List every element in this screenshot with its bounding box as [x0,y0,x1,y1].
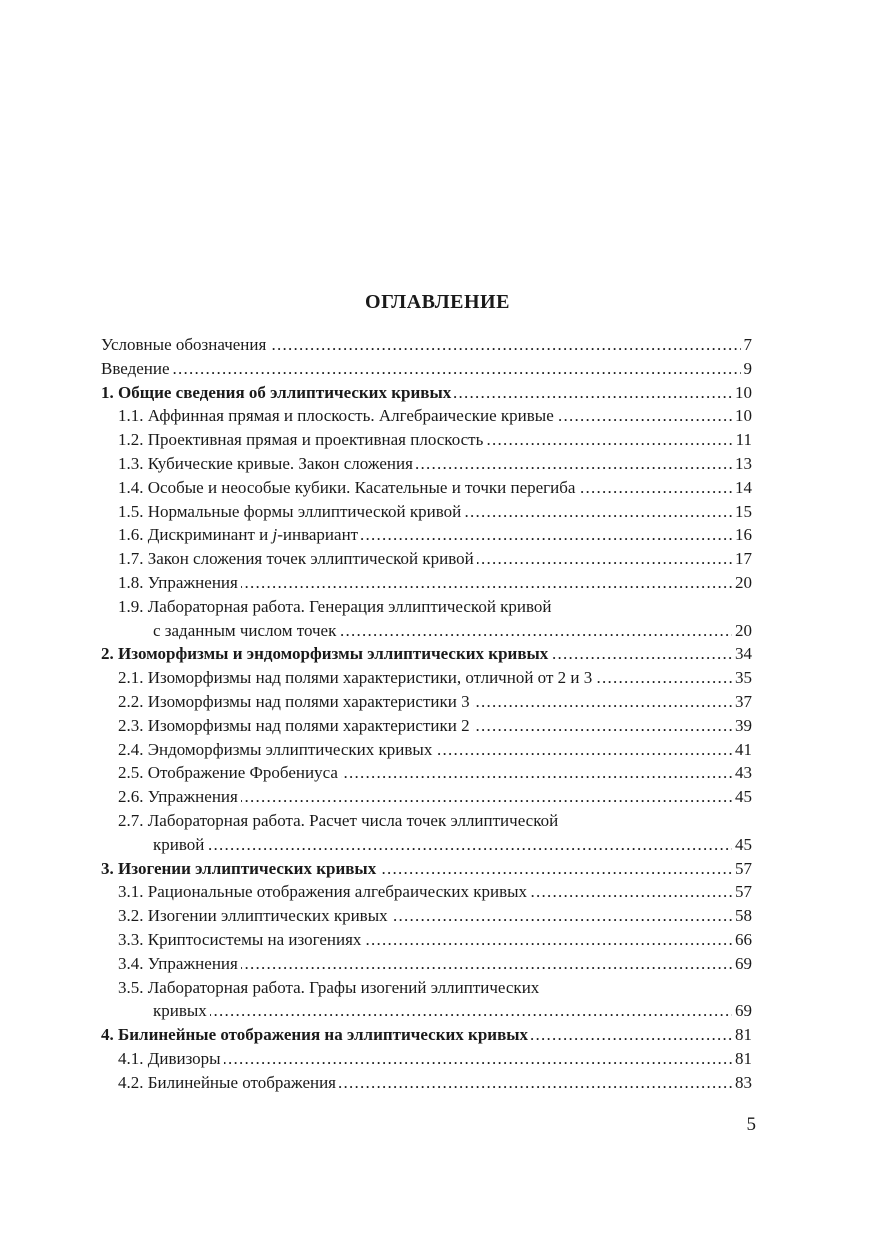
toc-section-2-7-line1[interactable]: 2.7. Лабораторная работа. Расчет числа точек эллиптической [118,810,559,830]
page-number: 10 [732,404,752,428]
toc-section-2-6[interactable]: . . . 2.6. Упражнения 45 [118,785,752,809]
page-number: 58 [732,904,752,928]
toc-section-1-4[interactable]: . . . 1.4. Особые и неособые кубики. Касательные и точки перегиба 14 [118,476,752,500]
toc-section-2-7[interactable]: . . . кривой 45 [153,833,752,857]
page-number: 13 [732,452,752,476]
page-number: 45 [732,833,752,857]
toc-section-3-3[interactable]: . . . 3.3. Криптосистемы на изогениях 66 [118,928,752,952]
page-number: 43 [732,761,752,785]
toc-section-1-7[interactable]: . . . 1.7. Закон сложения точек эллиптической кривой 17 [118,547,752,571]
toc-entry-introduction[interactable]: . . . Введение 9 [101,357,752,381]
toc-section-3-5[interactable]: . . . кривых 69 [153,999,752,1023]
toc-section-3-1[interactable]: . . . 3.1. Рациональные отображения алгебраических кривых 57 [118,880,752,904]
page-number: 20 [732,619,752,643]
math-variable: j [272,525,278,545]
toc-section-1-9[interactable]: . . . с заданным числом точек 20 [153,619,752,643]
page-number: 69 [732,999,752,1023]
page-number: 66 [732,928,752,952]
page-number: 81 [732,1047,752,1071]
toc-section-3-2[interactable]: . . . 3.2. Изогении эллиптических кривых 58 [118,904,752,928]
toc-section-1-6[interactable]: . . . 1.6. Дискриминант и j-инвариант 16 [118,523,752,547]
toc-section-2-5[interactable]: . . . 2.5. Отображение Фробениуса 43 [118,761,752,785]
toc-section-3-5-line1[interactable]: 3.5. Лабораторная работа. Графы изогений эллиптических [118,977,540,997]
page-number: 10 [732,381,752,405]
toc-entry-symbols[interactable]: . . . Условные обозначения 7 [101,333,752,357]
toc-section-2-1[interactable]: . . . 2.1. Изоморфизмы над полями характеристики, отличной от 2 и 3 35 [118,666,752,690]
page-number: 17 [732,547,752,571]
page-number: 7 [741,333,753,357]
toc-section-1-8[interactable]: . . . 1.8. Упражнения 20 [118,571,752,595]
page-number: 83 [732,1071,752,1095]
table-of-contents [101,333,752,1095]
page-folio-number: 5 [746,1114,756,1135]
toc-section-3-4[interactable]: . . . 3.4. Упражнения 69 [118,952,752,976]
toc-section-1-2[interactable]: . . . 1.2. Проективная прямая и проективная плоскость 11 [118,428,752,452]
page-number: 16 [732,523,752,547]
toc-section-4-2[interactable]: . . . 4.2. Билинейные отображения 83 [118,1071,752,1095]
page-number: 69 [732,952,752,976]
page-number: 11 [733,428,752,452]
toc-title: ОГЛАВЛЕНИЕ [365,291,510,313]
toc-section-1-1[interactable]: . . . 1.1. Аффинная прямая и плоскость. Алгебраические кривые 10 [118,404,752,428]
page-number: 45 [732,785,752,809]
toc-chapter-2[interactable]: . . . 2. Изоморфизмы и эндоморфизмы эллиптических кривых 34 [101,642,752,666]
page-number: 39 [732,714,752,738]
toc-section-1-5[interactable]: . . . 1.5. Нормальные формы эллиптической кривой 15 [118,500,752,524]
page-number: 34 [732,642,752,666]
toc-section-2-2[interactable]: . . . 2.2. Изоморфизмы над полями характеристики 3 37 [118,690,752,714]
toc-chapter-1[interactable]: . . . 1. Общие сведения об эллиптических кривых 10 [101,381,752,405]
page-number: 57 [732,880,752,904]
toc-section-1-9-line1[interactable]: 1.9. Лабораторная работа. Генерация эллиптической кривой [118,596,552,616]
toc-section-2-4[interactable]: . . . 2.4. Эндоморфизмы эллиптических кривых 41 [118,738,752,762]
toc-section-1-3[interactable]: . . . 1.3. Кубические кривые. Закон сложения 13 [118,452,752,476]
toc-chapter-3[interactable]: . . . 3. Изогении эллиптических кривых 57 [101,857,752,881]
toc-section-4-1[interactable]: . . . 4.1. Дивизоры 81 [118,1047,752,1071]
page-number: 37 [732,690,752,714]
page-number: 41 [732,738,752,762]
page-number: 15 [732,500,752,524]
page-number: 35 [732,666,752,690]
toc-chapter-4[interactable]: . . . 4. Билинейные отображения на эллиптических кривых 81 [101,1023,752,1047]
page-number: 14 [732,476,752,500]
page-number: 20 [732,571,752,595]
toc-section-2-3[interactable]: . . . 2.3. Изоморфизмы над полями характеристики 2 39 [118,714,752,738]
page-number: 57 [732,857,752,881]
page-number: 81 [732,1023,752,1047]
page-number: 9 [741,357,753,381]
